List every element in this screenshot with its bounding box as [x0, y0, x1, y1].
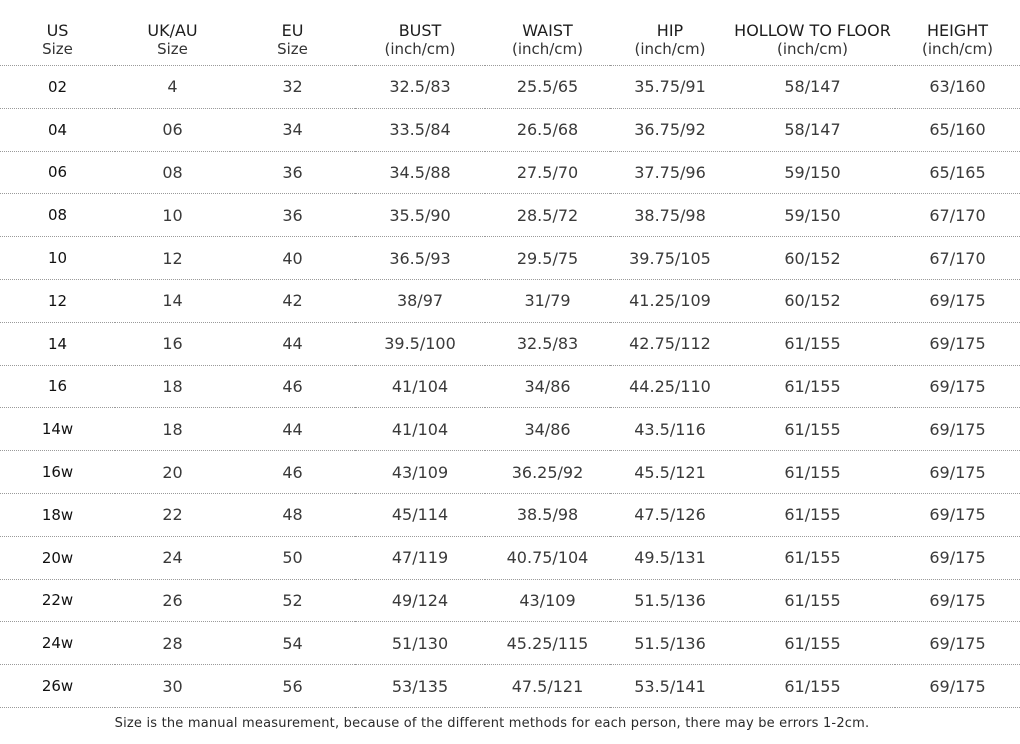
- cell-hollow-to-floor: 58/147: [730, 108, 895, 151]
- table-row: [0, 622, 1020, 665]
- cell-us: 10: [0, 237, 115, 280]
- cell-us: 14w: [0, 408, 115, 451]
- cell-height: 69/175: [895, 536, 1020, 579]
- cell-hip: 36.75/92: [610, 108, 730, 151]
- table-row: [0, 365, 1020, 408]
- cell-waist: 26.5/68: [485, 108, 610, 151]
- cell-waist: 32.5/83: [485, 322, 610, 365]
- table-row: [0, 408, 1020, 451]
- col-header-subtitle: (inch/cm): [634, 39, 706, 58]
- cell-height: 69/175: [895, 579, 1020, 622]
- table-row: [0, 66, 1020, 109]
- cell-eu: 46: [230, 365, 355, 408]
- col-header-subtitle: (inch/cm): [384, 39, 456, 58]
- cell-height: 69/175: [895, 322, 1020, 365]
- cell-height: 69/175: [895, 279, 1020, 322]
- cell-hollow-to-floor: 61/155: [730, 536, 895, 579]
- cell-height: 69/175: [895, 665, 1020, 708]
- cell-height: 69/175: [895, 408, 1020, 451]
- cell-us: 02: [0, 66, 115, 109]
- table-row: [0, 108, 1020, 151]
- cell-hollow-to-floor: 61/155: [730, 451, 895, 494]
- col-header-title: HEIGHT: [926, 20, 989, 40]
- cell-us: 22w: [0, 579, 115, 622]
- header-row: [0, 14, 1020, 66]
- cell-hip: 43.5/116: [610, 408, 730, 451]
- cell-bust: 34.5/88: [355, 151, 485, 194]
- cell-bust: 41/104: [355, 365, 485, 408]
- cell-us: 18w: [0, 493, 115, 536]
- cell-hollow-to-floor: 58/147: [730, 66, 895, 109]
- col-header-title: EU: [281, 20, 304, 40]
- cell-eu: 56: [230, 665, 355, 708]
- cell-hip: 35.75/91: [610, 66, 730, 109]
- col-header-us: [0, 14, 115, 66]
- table-row: [0, 493, 1020, 536]
- cell-hip: 37.75/96: [610, 151, 730, 194]
- cell-eu: 50: [230, 536, 355, 579]
- col-header-eu: [230, 14, 355, 66]
- col-header-subtitle: Size: [157, 39, 188, 58]
- cell-us: 12: [0, 279, 115, 322]
- table-row: [0, 194, 1020, 237]
- cell-uk-au: 30: [115, 665, 230, 708]
- table-row: [0, 579, 1020, 622]
- col-header-title: US: [46, 20, 69, 40]
- cell-hollow-to-floor: 61/155: [730, 493, 895, 536]
- cell-hip: 49.5/131: [610, 536, 730, 579]
- cell-eu: 52: [230, 579, 355, 622]
- cell-us: 16: [0, 365, 115, 408]
- cell-bust: 43/109: [355, 451, 485, 494]
- cell-bust: 32.5/83: [355, 66, 485, 109]
- cell-hollow-to-floor: 59/150: [730, 194, 895, 237]
- cell-us: 08: [0, 194, 115, 237]
- cell-eu: 32: [230, 66, 355, 109]
- cell-hollow-to-floor: 61/155: [730, 408, 895, 451]
- cell-us: 04: [0, 108, 115, 151]
- cell-hip: 44.25/110: [610, 365, 730, 408]
- cell-waist: 34/86: [485, 408, 610, 451]
- cell-hollow-to-floor: 61/155: [730, 579, 895, 622]
- cell-height: 65/160: [895, 108, 1020, 151]
- cell-bust: 51/130: [355, 622, 485, 665]
- cell-bust: 53/135: [355, 665, 485, 708]
- cell-height: 65/165: [895, 151, 1020, 194]
- cell-waist: 25.5/65: [485, 66, 610, 109]
- col-header-title: BUST: [398, 20, 442, 40]
- cell-uk-au: 14: [115, 279, 230, 322]
- cell-uk-au: 4: [115, 66, 230, 109]
- cell-waist: 38.5/98: [485, 493, 610, 536]
- cell-hip: 41.25/109: [610, 279, 730, 322]
- cell-hip: 38.75/98: [610, 194, 730, 237]
- cell-eu: 40: [230, 237, 355, 280]
- col-header-hip: [610, 14, 730, 66]
- col-header-waist: [485, 14, 610, 66]
- table-row: [0, 237, 1020, 280]
- col-header-title: HOLLOW TO FLOOR: [734, 20, 891, 40]
- cell-uk-au: 22: [115, 493, 230, 536]
- cell-eu: 54: [230, 622, 355, 665]
- cell-height: 69/175: [895, 451, 1020, 494]
- cell-hip: 47.5/126: [610, 493, 730, 536]
- cell-height: 67/170: [895, 194, 1020, 237]
- col-header-subtitle: (inch/cm): [776, 39, 849, 58]
- cell-waist: 28.5/72: [485, 194, 610, 237]
- cell-waist: 36.25/92: [485, 451, 610, 494]
- col-header-title: UK/AU: [147, 20, 198, 40]
- cell-bust: 38/97: [355, 279, 485, 322]
- cell-hollow-to-floor: 61/155: [730, 365, 895, 408]
- cell-waist: 40.75/104: [485, 536, 610, 579]
- cell-uk-au: 16: [115, 322, 230, 365]
- col-header-hollow-to-floor: [730, 14, 895, 66]
- cell-uk-au: 20: [115, 451, 230, 494]
- cell-hip: 51.5/136: [610, 579, 730, 622]
- cell-eu: 34: [230, 108, 355, 151]
- table-row: [0, 665, 1020, 708]
- col-header-title: HIP: [656, 20, 684, 40]
- cell-hollow-to-floor: 61/155: [730, 665, 895, 708]
- cell-hollow-to-floor: 59/150: [730, 151, 895, 194]
- cell-hip: 42.75/112: [610, 322, 730, 365]
- col-header-uk-au: [115, 14, 230, 66]
- cell-uk-au: 18: [115, 408, 230, 451]
- cell-uk-au: 18: [115, 365, 230, 408]
- cell-uk-au: 06: [115, 108, 230, 151]
- table-row: [0, 151, 1020, 194]
- cell-us: 16w: [0, 451, 115, 494]
- cell-us: 20w: [0, 536, 115, 579]
- cell-hip: 51.5/136: [610, 622, 730, 665]
- cell-bust: 36.5/93: [355, 237, 485, 280]
- cell-height: 69/175: [895, 365, 1020, 408]
- cell-bust: 33.5/84: [355, 108, 485, 151]
- table-row: [0, 322, 1020, 365]
- footnote: Size is the manual measurement, because of the different methods for each person, there may be errors 1-2cm.: [114, 716, 870, 731]
- cell-uk-au: 12: [115, 237, 230, 280]
- table-row: [0, 536, 1020, 579]
- cell-uk-au: 28: [115, 622, 230, 665]
- cell-eu: 44: [230, 408, 355, 451]
- cell-eu: 44: [230, 322, 355, 365]
- cell-hollow-to-floor: 61/155: [730, 622, 895, 665]
- cell-uk-au: 10: [115, 194, 230, 237]
- cell-us: 24w: [0, 622, 115, 665]
- cell-bust: 49/124: [355, 579, 485, 622]
- cell-height: 67/170: [895, 237, 1020, 280]
- col-header-subtitle: Size: [277, 39, 308, 58]
- cell-uk-au: 08: [115, 151, 230, 194]
- cell-hip: 45.5/121: [610, 451, 730, 494]
- cell-waist: 47.5/121: [485, 665, 610, 708]
- cell-waist: 43/109: [485, 579, 610, 622]
- cell-us: 06: [0, 151, 115, 194]
- cell-bust: 39.5/100: [355, 322, 485, 365]
- cell-waist: 45.25/115: [485, 622, 610, 665]
- cell-eu: 46: [230, 451, 355, 494]
- cell-bust: 35.5/90: [355, 194, 485, 237]
- cell-waist: 34/86: [485, 365, 610, 408]
- cell-waist: 31/79: [485, 279, 610, 322]
- col-header-height: [895, 14, 1020, 66]
- cell-eu: 42: [230, 279, 355, 322]
- col-header-bust: [355, 14, 485, 66]
- cell-bust: 47/119: [355, 536, 485, 579]
- col-header-title: WAIST: [522, 20, 573, 40]
- cell-us: 26w: [0, 665, 115, 708]
- table-row: [0, 279, 1020, 322]
- cell-hollow-to-floor: 61/155: [730, 322, 895, 365]
- col-header-subtitle: Size: [42, 39, 73, 58]
- cell-hip: 53.5/141: [610, 665, 730, 708]
- table-body: [0, 66, 1020, 708]
- cell-height: 69/175: [895, 622, 1020, 665]
- cell-uk-au: 26: [115, 579, 230, 622]
- col-header-subtitle: (inch/cm): [921, 39, 994, 58]
- cell-hollow-to-floor: 60/152: [730, 279, 895, 322]
- table-row: [0, 451, 1020, 494]
- cell-eu: 36: [230, 151, 355, 194]
- size-table: [0, 14, 1020, 708]
- cell-us: 14: [0, 322, 115, 365]
- cell-height: 63/160: [895, 66, 1020, 109]
- cell-eu: 48: [230, 493, 355, 536]
- cell-height: 69/175: [895, 493, 1020, 536]
- cell-hollow-to-floor: 60/152: [730, 237, 895, 280]
- cell-bust: 45/114: [355, 493, 485, 536]
- col-header-subtitle: (inch/cm): [511, 39, 584, 58]
- cell-hip: 39.75/105: [610, 237, 730, 280]
- cell-waist: 27.5/70: [485, 151, 610, 194]
- cell-waist: 29.5/75: [485, 237, 610, 280]
- cell-bust: 41/104: [355, 408, 485, 451]
- cell-uk-au: 24: [115, 536, 230, 579]
- cell-eu: 36: [230, 194, 355, 237]
